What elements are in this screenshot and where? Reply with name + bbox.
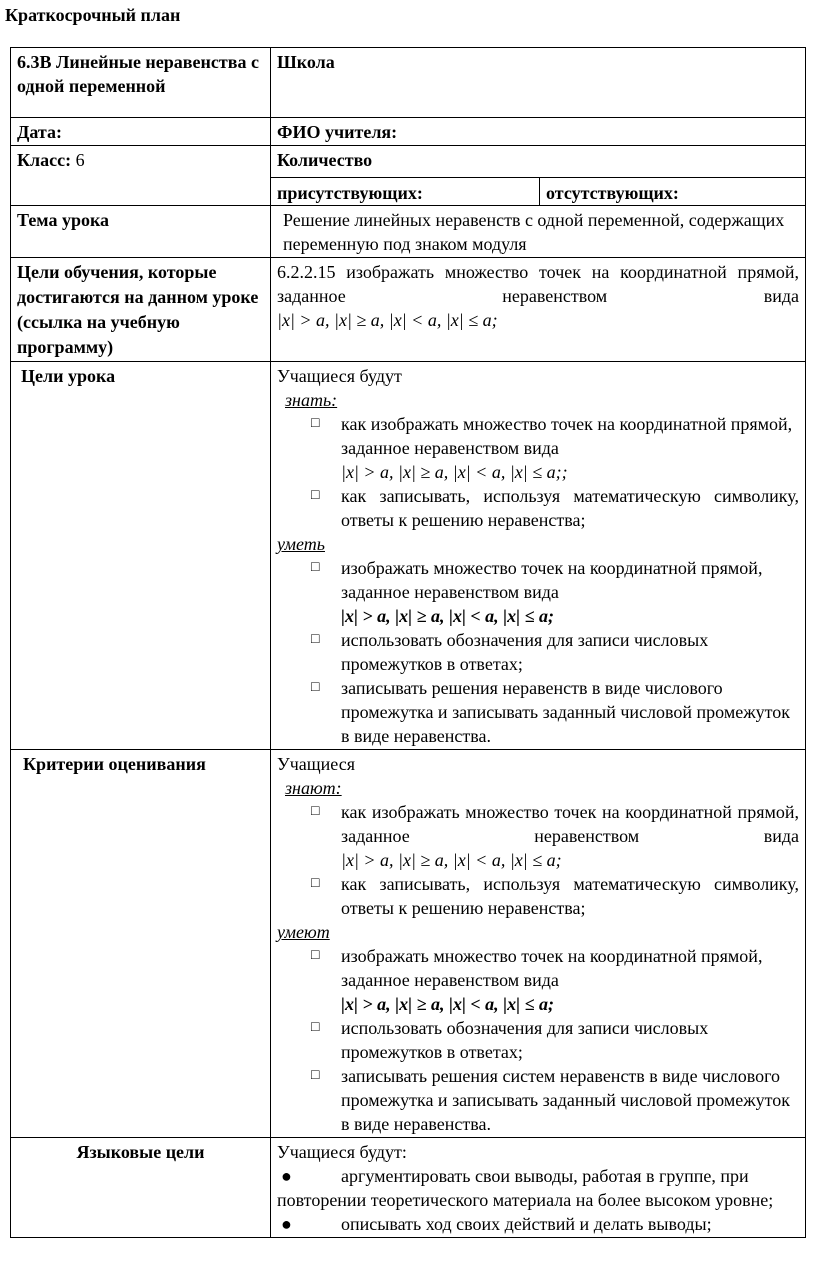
criteria-know-item-text: как изображать множество точек на координатной прямой, заданное неравенством вида <box>341 802 799 846</box>
checkbox-icon: □ <box>311 680 320 695</box>
checkbox-icon: □ <box>311 632 320 647</box>
class-label: Класс: <box>17 150 72 170</box>
date-cell: Дата: <box>11 118 271 146</box>
header-row-date <box>11 118 806 146</box>
checkbox-icon: □ <box>311 1068 320 1083</box>
criteria-can-item-text: изображать множество точек на координатной прямой, заданное неравенством вида <box>341 946 763 990</box>
language-goals-label: Языковые цели <box>11 1138 271 1238</box>
list-item <box>277 1212 799 1236</box>
criteria-cell <box>271 750 806 1138</box>
checkbox-icon: □ <box>311 876 320 891</box>
list-item <box>277 676 799 748</box>
lesson-goals-cell <box>271 362 806 750</box>
criteria-can-item-text: использовать обозначения для записи числовых промежутков в ответах; <box>341 1018 709 1062</box>
language-goal-text: аргументировать свои выводы, работая в группе, при повторении теоретического материала на более высоком уровне; <box>277 1166 774 1210</box>
lesson-goals-label: Цели урока <box>11 362 271 750</box>
bullet-icon: ● <box>281 1166 292 1186</box>
teacher-cell: ФИО учителя: <box>271 118 806 146</box>
lesson-goals-row <box>11 362 806 750</box>
learning-objectives-formula: |x| > a, |x| ≥ a, |x| < a, |x| ≤ a; <box>277 310 498 330</box>
list-item <box>277 556 799 628</box>
criteria-know-item-text: как записывать, используя математическую символику, ответы к решению неравенства; <box>341 874 799 918</box>
criteria-label: Критерии оценивания <box>11 750 271 1138</box>
lesson-plan-table <box>10 47 806 1238</box>
can-item-text: изображать множество точек на координатной прямой, заданное неравенством вида <box>341 558 763 602</box>
list-item <box>277 628 799 676</box>
language-goals-row <box>11 1138 806 1238</box>
know-item-text: как записывать, используя математическую символику, ответы к решению неравенства; <box>341 486 799 530</box>
list-item <box>277 412 799 484</box>
checkbox-icon: □ <box>311 560 320 575</box>
criteria-can-item-text: записывать решения систем неравенств в виде числового промежутка и записывать заданный числовой промежуток в виде неравенства. <box>341 1066 791 1134</box>
learning-objectives-label: Цели обучения, которые достигаются на данном уроке (ссылка на учебную программу) <box>11 258 271 362</box>
learning-objectives-row <box>11 258 806 362</box>
learning-objectives-cell <box>271 258 806 362</box>
can-heading: уметь <box>277 534 325 554</box>
absent-label: отсутствующих: <box>540 178 806 206</box>
lesson-goals-intro: Учащиеся будут <box>277 366 402 386</box>
checkbox-icon: □ <box>311 416 320 431</box>
can-item-formula: |x| > a, |x| ≥ a, |x| < a, |x| ≤ a; <box>341 606 554 626</box>
attendance-cell <box>271 146 806 206</box>
checkbox-icon: □ <box>311 948 320 963</box>
language-goals-intro: Учащиеся будут: <box>277 1142 407 1162</box>
can-item-text: записывать решения неравенств в виде числового промежутка и записывать заданный числовой промежуток в виде неравенства. <box>341 678 791 746</box>
topic-label: Тема урока <box>11 206 271 258</box>
criteria-know-heading: знают: <box>285 778 342 798</box>
list-item <box>277 872 799 920</box>
checkbox-icon: □ <box>311 1020 320 1035</box>
criteria-can-heading: умеют <box>277 922 330 942</box>
list-item <box>277 1164 799 1212</box>
present-label: присутствующих: <box>271 178 540 206</box>
criteria-intro: Учащиеся <box>277 754 355 774</box>
topic-value: Решение линейных неравенств с одной переменной, содержащих переменную под знаком модуля <box>271 206 806 258</box>
class-value: 6 <box>75 150 85 170</box>
criteria-know-item-formula: |x| > a, |x| ≥ a, |x| < a, |x| ≤ a; <box>341 850 562 870</box>
header-row-class <box>11 146 806 206</box>
list-item <box>277 800 799 872</box>
attendance-subtable <box>271 177 805 205</box>
list-item <box>277 1064 799 1136</box>
list-item <box>277 1016 799 1064</box>
know-item-text: как изображать множество точек на координатной прямой, заданное неравенством вида <box>341 414 793 458</box>
can-item-text: использовать обозначения для записи числовых промежутков в ответах; <box>341 630 709 674</box>
know-item-formula: |x| > a, |x| ≥ a, |x| < a, |x| ≤ a;; <box>341 462 568 482</box>
learning-objectives-text: 6.2.2.15 изображать множество точек на координатной прямой, заданное неравенством вида <box>277 262 799 306</box>
criteria-can-item-formula: |x| > a, |x| ≥ a, |x| < a, |x| ≤ a; <box>341 994 554 1014</box>
criteria-row <box>11 750 806 1138</box>
page-title: Краткосрочный план <box>5 5 181 25</box>
topic-row <box>11 206 806 258</box>
class-cell <box>11 146 271 206</box>
unit-cell: 6.3В Линейные неравенства с одной переменной <box>11 48 271 118</box>
list-item <box>277 484 799 532</box>
header-row-unit <box>11 48 806 118</box>
language-goals-cell <box>271 1138 806 1238</box>
know-heading: знать: <box>285 390 338 410</box>
checkbox-icon: □ <box>311 488 320 503</box>
checkbox-icon: □ <box>311 804 320 819</box>
language-goal-text: описывать ход своих действий и делать выводы; <box>341 1214 712 1234</box>
list-item <box>277 944 799 1016</box>
count-label: Количество <box>277 150 373 170</box>
bullet-icon: ● <box>281 1214 292 1234</box>
school-cell: Школа <box>271 48 806 118</box>
